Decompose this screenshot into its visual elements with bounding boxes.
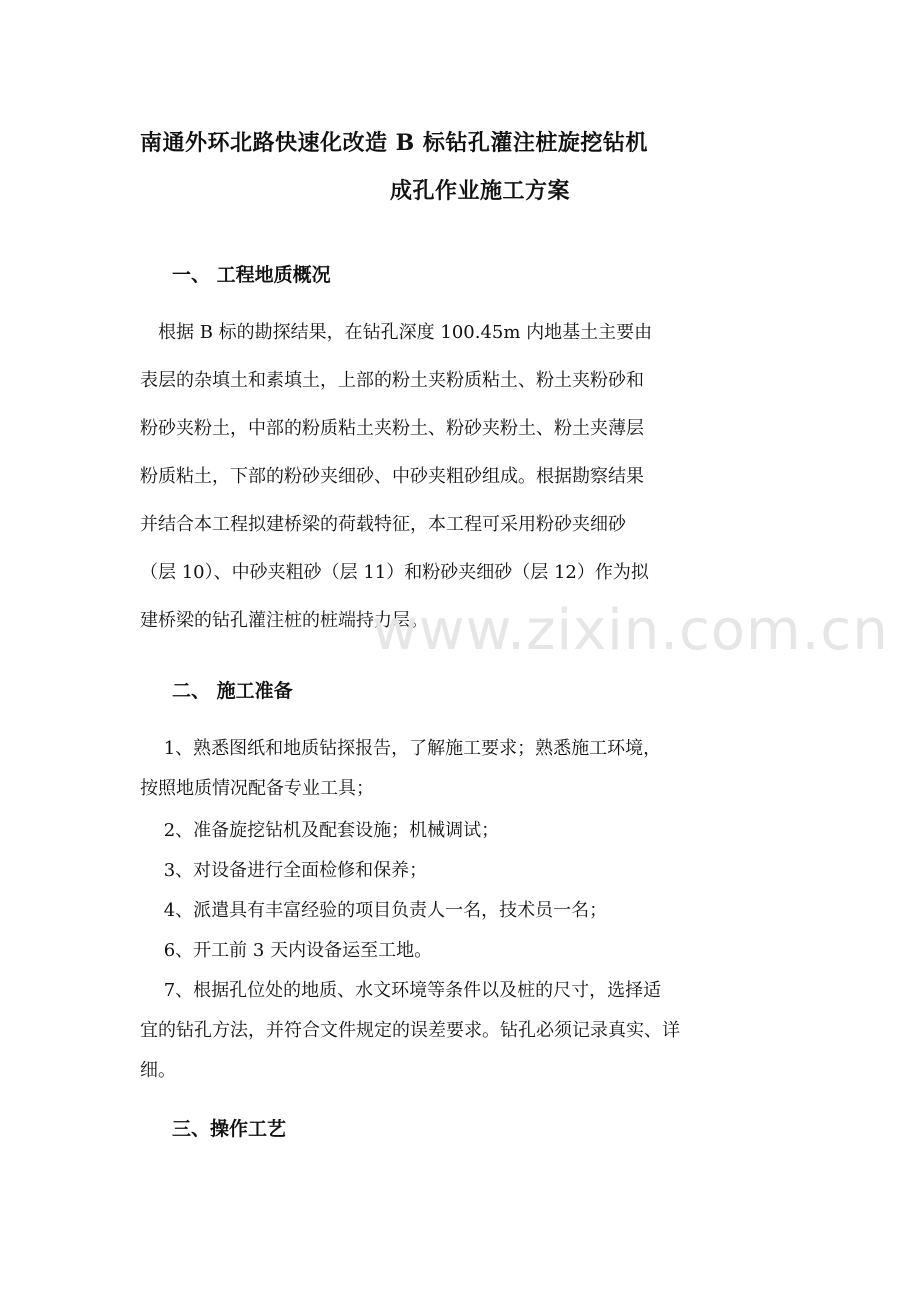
paragraph-line: 表层的杂填土和素填土，上部的粉土夹粉质粘土、粉土夹粉砂和 (140, 370, 644, 391)
document-title-line-2: 成孔作业施工方案 (390, 178, 571, 204)
list-item-continuation: 宜的钻孔方法，并符合文件规定的误差要求。钻孔必须记录真实、详 (140, 1020, 680, 1041)
paragraph-line: 粉质粘土，下部的粉砂夹细砂、中砂夹粗砂组成。根据勘察结果 (140, 466, 644, 487)
list-item: 3、对设备进行全面检修和保养； (140, 860, 428, 881)
paragraph-line: 建桥梁的钻孔灌注桩的桩端持力层。 (140, 610, 428, 631)
paragraph-line: （层 10）、中砂夹粗砂（层 11）和粉砂夹细砂（层 12）作为拟 (140, 562, 649, 583)
section-heading-geology: 一、 工程地质概况 (172, 264, 331, 286)
paragraph-line: 粉砂夹粉土，中部的粉质粘土夹粉土、粉砂夹粉土、粉土夹薄层 (140, 418, 644, 439)
document-title-line-1: 南通外环北路快速化改造 B 标钻孔灌注桩旋挖钻机 (140, 130, 648, 156)
watermark: www.zixin.com.cn (372, 598, 889, 663)
paragraph-line: 根据 B 标的勘探结果，在钻孔深度 100.45m 内地基土主要由 (140, 322, 653, 343)
list-item-continuation: 细。 (140, 1060, 176, 1081)
list-item: 4、派遣具有丰富经验的项目负责人一名，技术员一名； (140, 900, 608, 921)
paragraph-line: 并结合本工程拟建桥梁的荷载特征，本工程可采用粉砂夹细砂 (140, 514, 626, 535)
list-item: 7、根据孔位处的地质、水文环境等条件以及桩的尺寸，选择适 (140, 980, 662, 1001)
list-item: 2、准备旋挖钻机及配套设施；机械调试； (140, 820, 500, 841)
section-heading-operation: 三、操作工艺 (172, 1118, 287, 1140)
list-item: 6、开工前 3 天内设备运至工地。 (140, 940, 433, 961)
section-heading-preparation: 二、 施工准备 (172, 680, 293, 702)
list-item: 1、熟悉图纸和地质钻探报告，了解施工要求；熟悉施工环境， (140, 738, 662, 759)
list-item-continuation: 按照地质情况配备专业工具； (140, 778, 374, 799)
